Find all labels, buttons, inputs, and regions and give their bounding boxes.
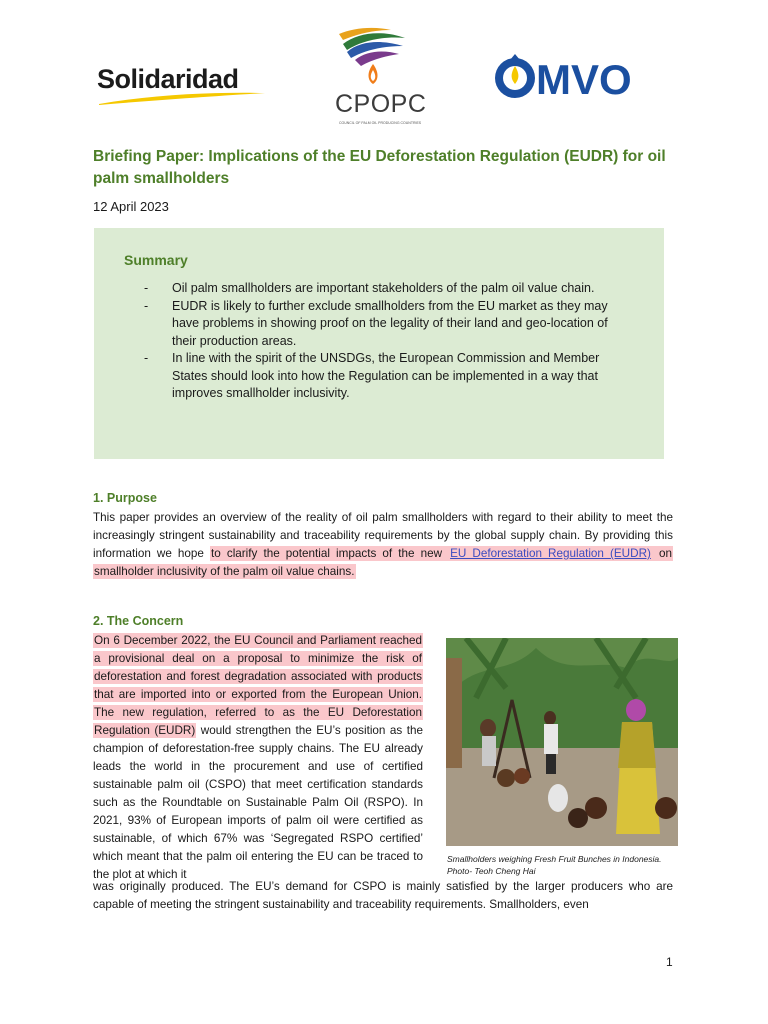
smallholders-photo: [446, 638, 678, 846]
document-title: Briefing Paper: Implications of the EU Deforestation Regulation (EUDR) for oil palm smallholders: [93, 148, 666, 187]
mvo-logo: [492, 54, 672, 100]
purpose-text: This paper provides an overview of the reality of oil palm smallholders with regard to their ability to meet the increasingly stringent sustainability and traceability requirements by the global supply chain. By providing this information we hope: [93, 511, 673, 560]
concern-paragraph: [93, 632, 423, 884]
mvo-emblem-icon: [492, 54, 672, 100]
cpopc-logo: [333, 24, 427, 134]
summary-list: [142, 280, 612, 403]
concern-highlight: On 6 December 2022, the EU Council and Parliament reached a provisional deal on a proposal to minimize the risk of deforestation and forest degradation associated with products that are imported into or exported from the European Union. The new regulation, referred to as the EU Deforestation Regulation (EUDR): [94, 634, 422, 737]
concern-text: would strengthen the EU’s position as the champion of deforestation-free supply chains. The EU already leads the world in the procurement and use of certified sustainable palm oil (CSPO) that meet certification standards such as the Roundtable on Sustainable Palm Oil (RSPO). In 2021, 93% of European imports of palm oil were certified as sustainable, of which 67% was ‘Segregated RSPO certified’ which meant that the palm oil entering the EU can be traced to the plot at which it: [93, 724, 423, 881]
summary-item: - Oil palm smallholders are important stakeholders of the palm oil value chain.: [142, 280, 612, 298]
cpopc-tagline: COUNCIL OF PALM OIL PRODUCING COUNTRIES: [339, 121, 422, 125]
summary-item: - In line with the spirit of the UNSDGs, the European Commission and Member States should look into how the Regulation can be implemented in a way that improves smallholder inclusivity.: [142, 350, 612, 403]
page-number: 1: [666, 955, 673, 969]
purpose-paragraph: [93, 509, 673, 581]
solidaridad-wordmark: Solidaridad: [97, 64, 239, 94]
mvo-wordmark: MVO: [536, 56, 632, 100]
summary-item: - EUDR is likely to further exclude smallholders from the EU market as they may have problems in showing proof on the legality of their land and geo-location of their production areas.: [142, 298, 612, 351]
solidaridad-swoosh-icon: [97, 92, 267, 106]
summary-box: [94, 228, 664, 459]
purpose-heading: 1. Purpose: [93, 491, 157, 505]
eudr-link[interactable]: EU Deforestation Regulation (EUDR): [450, 547, 651, 560]
solidaridad-logo: [97, 64, 269, 110]
summary-heading: Summary: [124, 252, 188, 268]
document-date: 12 April 2023: [93, 199, 169, 214]
purpose-highlight-b: on smallholder inclusivity of the palm oil value chains.: [94, 547, 672, 578]
photo-caption: Smallholders weighing Fresh Fruit Bunches in Indonesia. Photo- Teoh Cheng Hai: [447, 854, 662, 876]
purpose-highlight-a: to clarify the potential impacts of the new: [211, 547, 449, 560]
concern-heading: 2. The Concern: [93, 614, 184, 628]
cpopc-emblem-icon: [333, 24, 413, 90]
concern-paragraph-continued: was originally produced. The EU’s demand for CSPO is mainly satisfied by the larger producers who are capable of meeting the stringent sustainability and traceability requirements. Smallholders, even: [93, 880, 673, 911]
cpopc-wordmark: CPOPC: [335, 90, 427, 118]
